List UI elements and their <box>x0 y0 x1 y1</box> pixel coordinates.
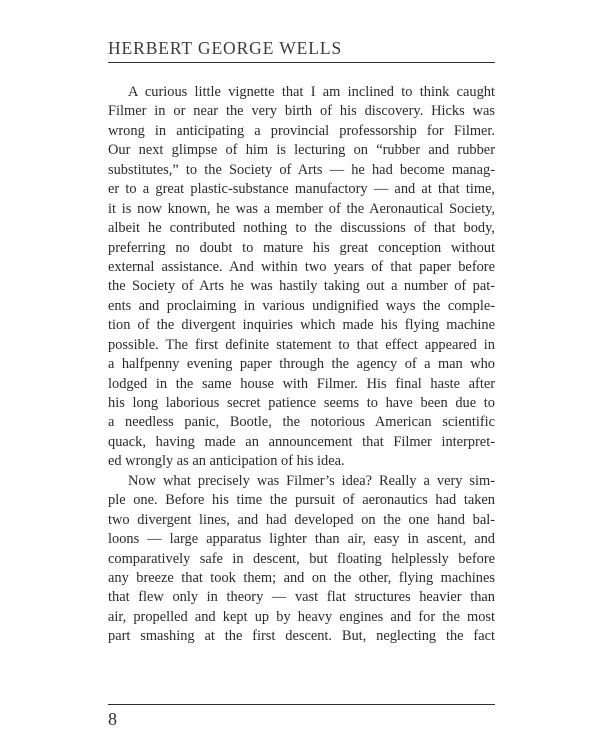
text-line: two divergent lines, and had developed on the one hand bal- <box>108 511 495 528</box>
text-line: part smashing at the first descent. But, neglecting the fact <box>108 628 495 645</box>
text-line: external assistance. And within two years of that paper before <box>108 258 495 275</box>
text-line: wrong in anticipating a provincial professorship for Filmer. <box>108 122 495 139</box>
text-line: possible. The first definite statement to that effect appeared in <box>108 336 495 353</box>
text-line: substitutes,” to the Society of Arts — he had become manag- <box>108 161 495 178</box>
text-line: preferring no doubt to mature his great conception without <box>108 239 495 256</box>
body-text <box>108 83 495 647</box>
text-line: er to a great plastic-substance manufactory — and at that time, <box>108 181 495 198</box>
header-rule <box>108 62 495 63</box>
running-head: HERBERT GEORGE WELLS <box>108 38 343 58</box>
text-line: albeit he contributed nothing to the discussions of that body, <box>108 220 495 237</box>
text-line: any breeze that took them; and on the other, flying machines <box>108 569 495 586</box>
text-line: Our next glimpse of him is lecturing on “rubber and rubber <box>108 142 495 159</box>
text-line: that flew only in theory — vast flat structures heavier than <box>108 589 495 606</box>
text-line: Filmer in or near the very birth of his discovery. Hicks was <box>108 103 495 120</box>
text-line: it is now known, he was a member of the Aeronautical Society, <box>108 200 495 217</box>
text-line: A curious little vignette that I am inclined to think caught <box>128 84 495 100</box>
text-line: tion of the divergent inquiries which made his flying machine <box>108 317 495 334</box>
text-line: lodged in the same house with Filmer. His final haste after <box>108 375 495 392</box>
text-line: a halfpenny evening paper through the agency of a man who <box>108 356 495 373</box>
paragraph-2 <box>108 472 495 647</box>
footer-rule <box>108 704 495 705</box>
text-line: the Society of Arts he was hastily taking out a number of pat- <box>108 278 495 295</box>
paragraph-1 <box>108 83 495 472</box>
text-line: ents and proclaiming in various undignified ways the comple- <box>108 297 495 314</box>
text-line: comparatively safe in descent, but floating helplessly before <box>108 550 495 567</box>
text-line: a needless panic, Bootle, the notorious American scientific <box>108 414 495 431</box>
text-line: air, propelled and kept up by heavy engines and for the most <box>108 608 495 625</box>
text-line: Now what precisely was Filmer’s idea? Really a very sim- <box>128 472 495 489</box>
text-line: quack, having made an announcement that Filmer interpret- <box>108 433 495 450</box>
text-line: ple one. Before his time the pursuit of aeronautics had taken <box>108 492 495 509</box>
page-number: 8 <box>108 709 117 729</box>
text-line: ed wrongly as an anticipation of his idea. <box>108 453 345 470</box>
text-line: his long laborious secret patience seems to have been due to <box>108 395 495 411</box>
text-line: loons — large apparatus lighter than air, easy in ascent, and <box>108 531 495 548</box>
